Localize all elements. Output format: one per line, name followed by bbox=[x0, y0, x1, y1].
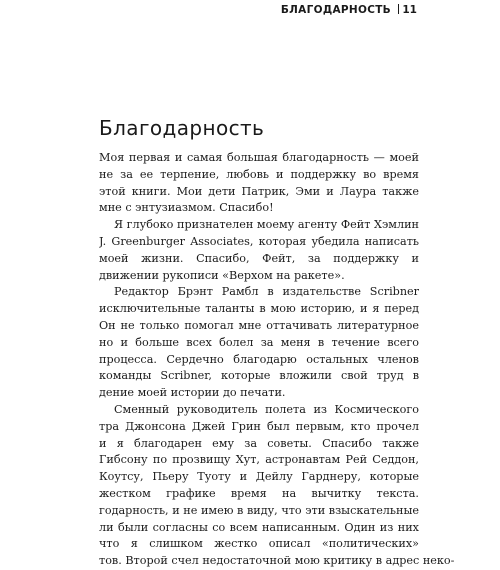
running-head-title: БЛАГОДАРНОСТЬ bbox=[280, 4, 391, 16]
text-line: этой книги. Мои дети Патрик, Эми и Лаура также bbox=[99, 184, 419, 198]
text-line: тра Джонсона Джей Грин был первым, кто прочел bbox=[99, 419, 419, 433]
text-line: команды Scribner, которые вложили свой труд в bbox=[99, 369, 419, 383]
running-head bbox=[281, 4, 406, 16]
header-divider bbox=[398, 4, 399, 14]
text-line: мне с энтузиазмом. Спасибо! bbox=[99, 201, 274, 215]
text-line: движении рукописи «Верхом на ракете». bbox=[99, 268, 345, 282]
text-line: и я благодарен ему за советы. Спасибо также bbox=[99, 436, 419, 450]
paragraph bbox=[99, 150, 419, 217]
text-line: Коутсу, Пьеру Туоту и Дейлу Гарднеру, которые bbox=[99, 470, 419, 484]
text-line: Моя первая и самая большая благодарность — моей bbox=[99, 151, 419, 164]
text-line: но и больше всех болел за меня в течение всего bbox=[99, 335, 419, 349]
text-line: Я глубоко признателен моему агенту Фейт Хэмлин bbox=[114, 218, 419, 232]
text-line: дение моей истории до печати. bbox=[99, 386, 286, 400]
text-line: годарность, и не имею в виду, что эти взыскательные bbox=[99, 503, 419, 517]
chapter-title: Благодарность bbox=[99, 116, 265, 140]
text-line: J. Greenburger Associates, которая убедила написать bbox=[99, 234, 419, 248]
body-text bbox=[99, 150, 455, 570]
text-line: жестком графике время на вычитку текста. bbox=[99, 486, 419, 500]
paragraph bbox=[99, 217, 419, 284]
text-line: Он не только помогал мне оттачивать литературное bbox=[99, 318, 419, 332]
text-line: Сменный руководитель полета из Космического bbox=[114, 402, 419, 416]
paragraph bbox=[99, 402, 455, 570]
text-line: ли были согласны со всем написанным. Один из них bbox=[99, 520, 419, 534]
text-line: Редактор Брэнт Рамбл в издательстве Scribner bbox=[114, 285, 419, 299]
text-line: моей жизни. Спасибо, Фейт, за поддержку и bbox=[99, 251, 419, 265]
text-line: что я слишком жестко описал «политических» bbox=[99, 537, 419, 551]
text-line: тов. Второй счел недостаточной мою критику в адрес неко- bbox=[99, 554, 455, 568]
text-line: процесса. Сердечно благодарю остальных членов bbox=[99, 352, 419, 366]
page-number: 11 bbox=[402, 4, 417, 16]
paragraph bbox=[99, 284, 419, 402]
text-line: не за ее терпение, любовь и поддержку во время bbox=[99, 167, 419, 181]
text-line: исключительные таланты в мою историю, и я перед bbox=[99, 302, 419, 316]
text-line: Гибсону по прозвищу Хут, астронавтам Рей Седдон, bbox=[99, 453, 419, 467]
